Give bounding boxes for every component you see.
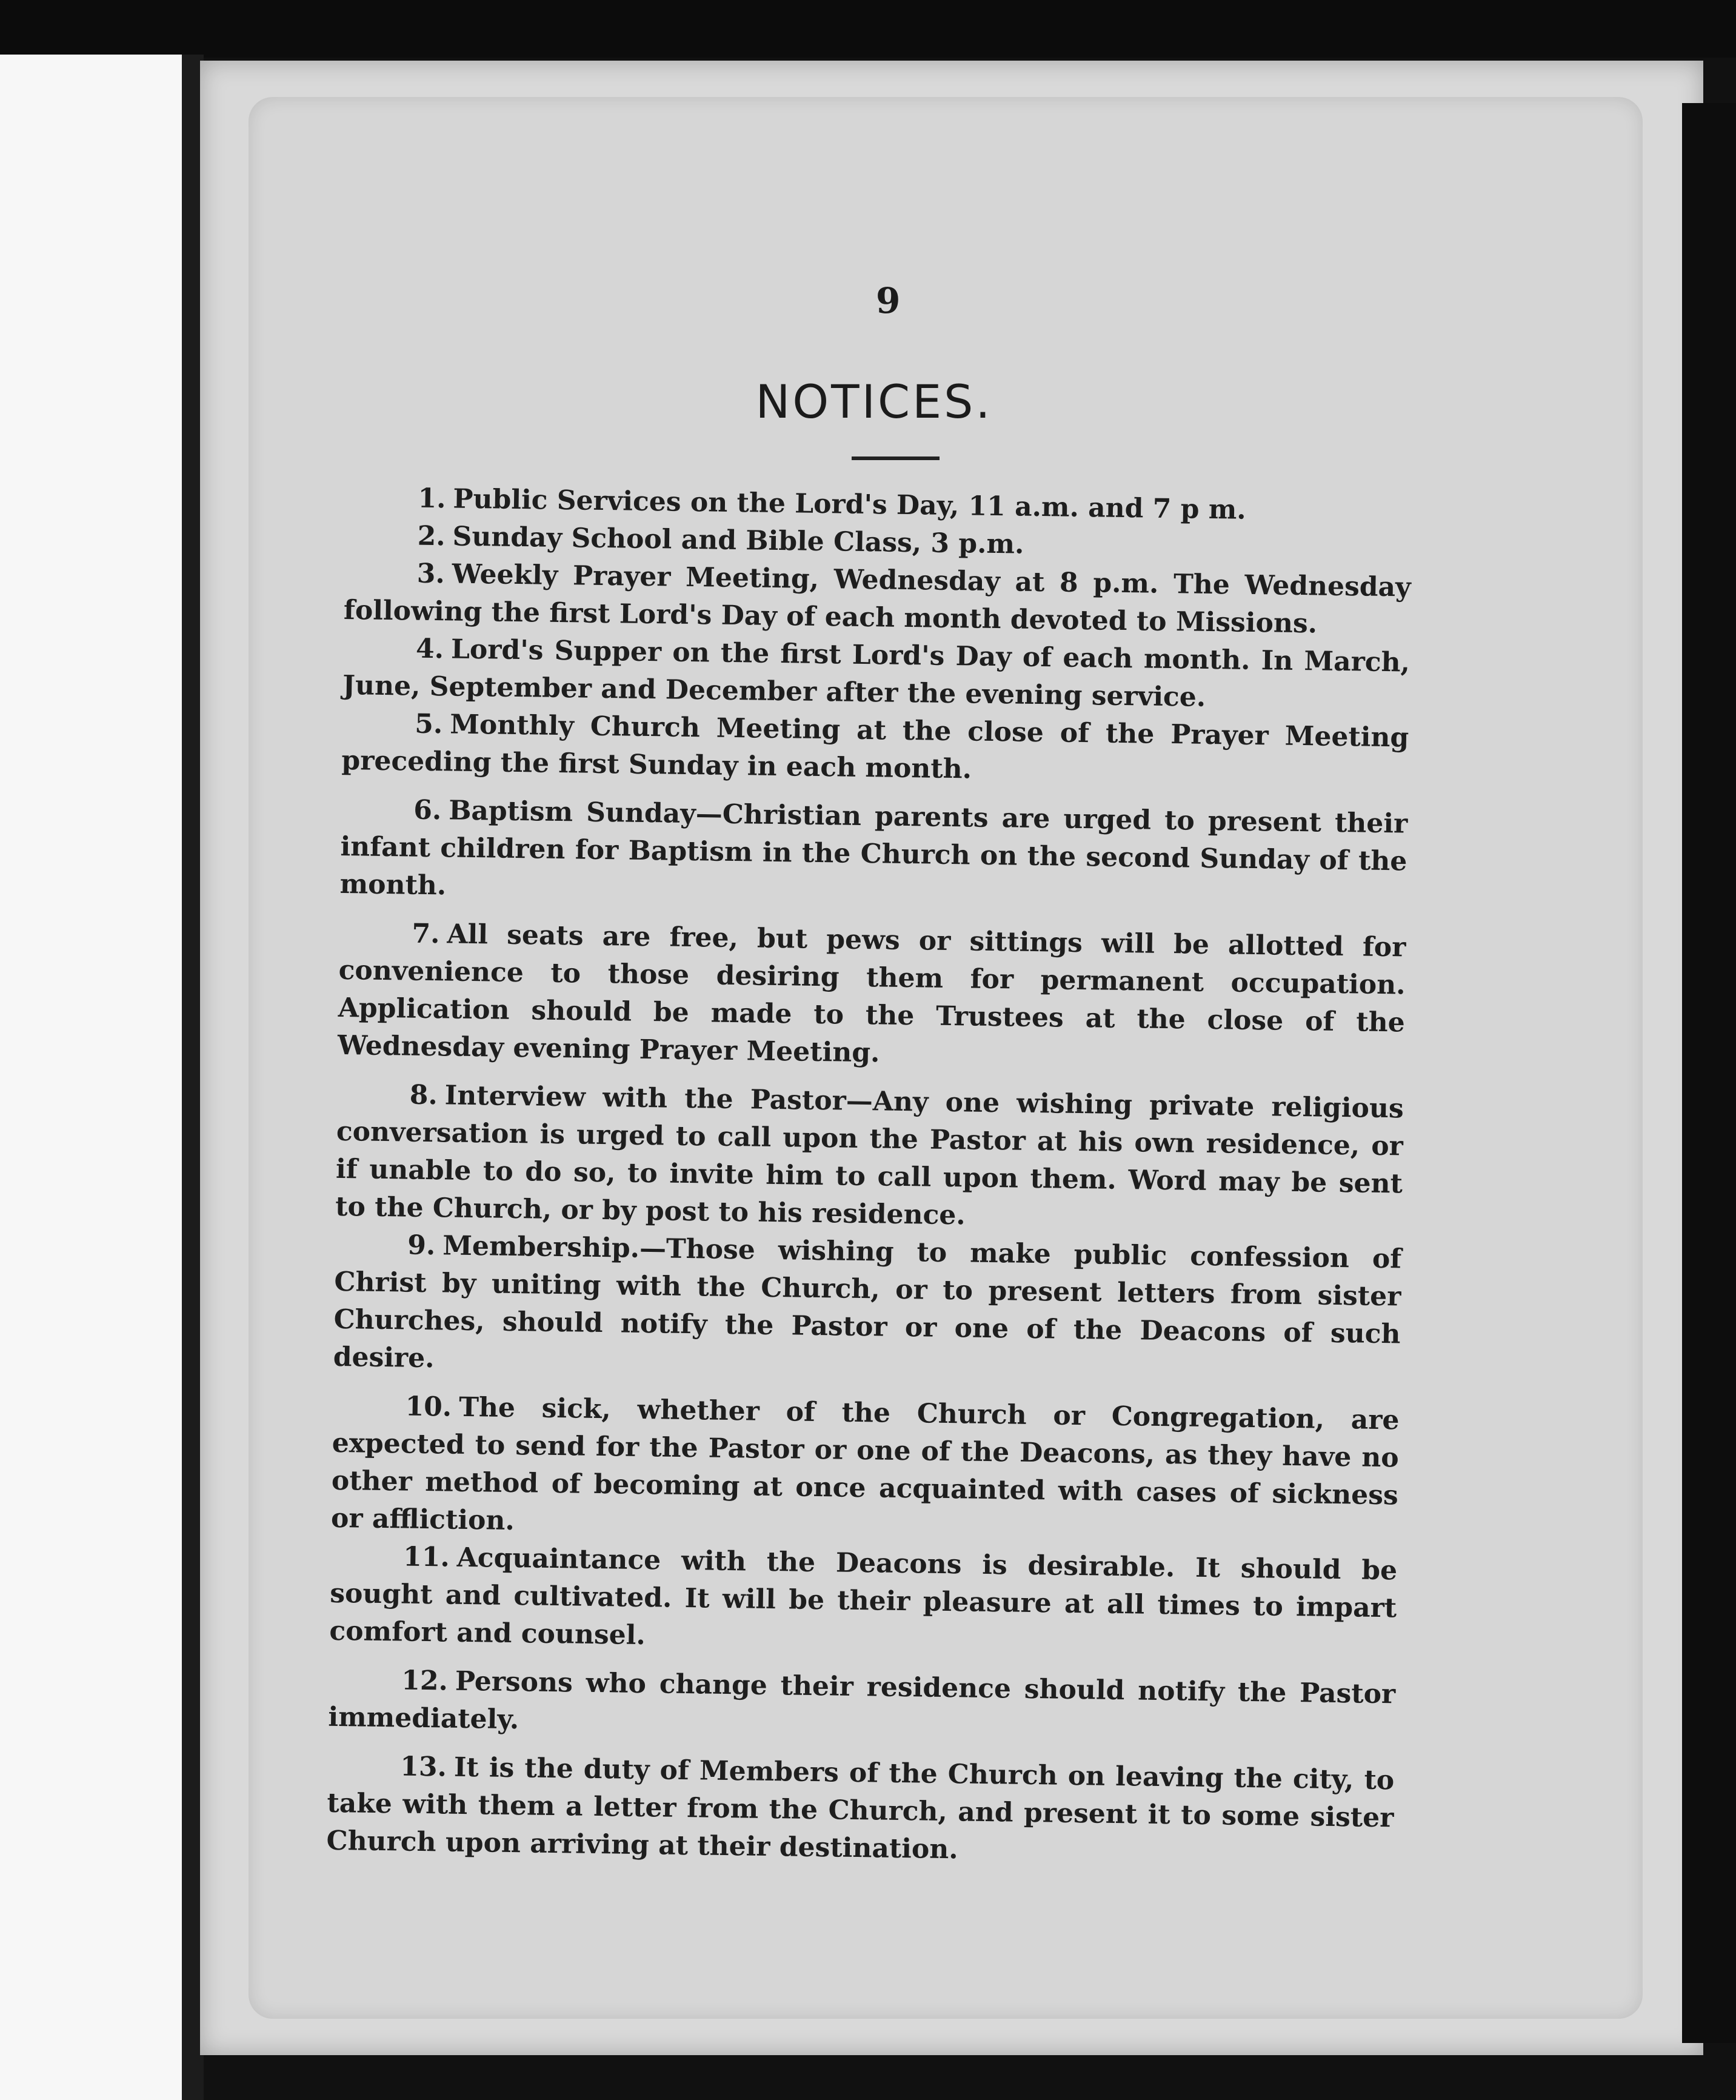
notice-number: 7.: [412, 918, 440, 950]
notice-number: 4.: [415, 633, 444, 665]
notice-number: 13.: [399, 1751, 447, 1783]
notice-item: [333, 1226, 1401, 1391]
notice-number: 12.: [401, 1665, 449, 1697]
notice-number: 9.: [407, 1229, 436, 1262]
notice-number: 1.: [418, 483, 446, 515]
notice-item: [338, 914, 1406, 1080]
page-title: NOTICES.: [755, 375, 993, 429]
notice-text: All seats are free, but pews or sittings will be allotted for convenience to those desiring them for permanent occupation. Application should be made to the Trustees at the close of the Wednesday evening Prayer Meeting.: [337, 918, 1406, 1069]
notice-item: [329, 1537, 1397, 1665]
notice-text: Weekly Prayer Meeting, Wednesday at 8 p.m. The Wednesday following the first Lord's Day of each month devoted to Missions.: [343, 558, 1412, 640]
notice-text: It is the duty of Members of the Church on leaving the city, to take with them a letter from the Church, and present it to some sister Church upon arriving at their destination.: [326, 1751, 1395, 1865]
notice-number: 3.: [416, 558, 446, 590]
notice-text: The sick, whether of the Church or Congregation, are expected to send for the Pastor or one of the Deacons, as they have no other method of becoming at once acquainted with cases of sickness or affliction.: [330, 1391, 1400, 1537]
scan-background-top: [0, 0, 1736, 58]
title-rule: [852, 456, 940, 460]
notice-number: 5.: [415, 708, 443, 740]
notice-text: Baptism Sunday—Christian parents are urged to present their infant children for Baptism in the Church on the second Sunday of the month.: [339, 795, 1408, 901]
notice-item: [328, 1661, 1396, 1751]
notice-item: [335, 1075, 1404, 1241]
notice-number: 11.: [402, 1541, 450, 1573]
notice-text: Persons who change their residence should notify the Pastor immediately.: [328, 1665, 1396, 1736]
notice-number: 8.: [409, 1079, 438, 1111]
notice-item: [339, 791, 1407, 918]
facing-page: [0, 55, 182, 2100]
notice-text: Membership.—Those wishing to make public confession of Christ by uniting with the Church, or to present letters from sister Churches, should notify the Pastor or one of the Deacons of such desire.: [333, 1230, 1402, 1374]
notice-number: 10.: [405, 1391, 452, 1423]
notice-text: Public Services on the Lord's Day, 11 a.m. and 7 p m.: [453, 483, 1247, 526]
notice-text: Acquaintance with the Deacons is desirable. It should be sought and cultivated. It will be their pleasure at all times to impart comfort and counsel.: [329, 1542, 1398, 1651]
notice-item: [342, 629, 1411, 720]
notices-list: [326, 479, 1412, 1874]
notice-number: 2.: [417, 520, 446, 552]
notice-text: Lord's Supper on the first Lord's Day of each month. In March, June, September and December after the evening service.: [342, 634, 1411, 713]
notice-text: Monthly Church Meeting at the close of the Prayer Meeting preceding the first Sunday in each month.: [341, 709, 1409, 785]
notice-item: [331, 1387, 1400, 1553]
page-number: 9: [876, 280, 901, 321]
notice-text: Sunday School and Bible Class, 3 p.m.: [452, 521, 1024, 560]
notice-item: [326, 1747, 1394, 1875]
notice-item: [341, 704, 1409, 795]
notice-item: [344, 554, 1412, 644]
notice-text: Interview with the Pastor—Any one wishing private religious conversation is urged to call upon the Pastor at his own residence, or if unable to do so, to invite him to call upon them. Word may be sent to the Church, or by post to his residence.: [335, 1080, 1404, 1231]
notice-number: 6.: [413, 794, 442, 826]
